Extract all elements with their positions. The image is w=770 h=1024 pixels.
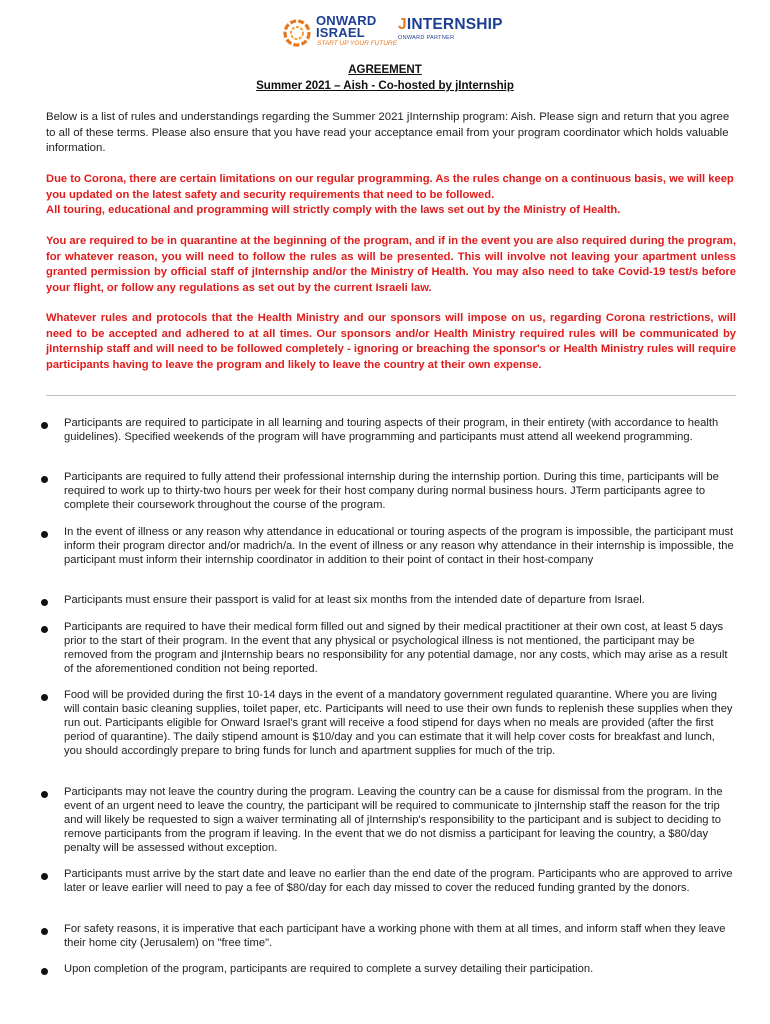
jint-logo-tagline: ONWARD PARTNER	[398, 35, 455, 41]
bullet-icon	[41, 694, 48, 701]
onward-israel-logo	[282, 14, 402, 54]
document-subtitle: Summer 2021 – Aish - Co-hosted by jInternship	[256, 80, 514, 92]
document-title: AGREEMENT	[348, 64, 422, 76]
jint-logo-rest: INTERNSHIP	[406, 16, 503, 33]
bullet-icon	[41, 422, 48, 429]
bullet-icon	[41, 626, 48, 633]
list-item: In the event of illness or any reason why attendance in educational or touring aspects of the program is impossible, the participant must inform their program director and/or madrich/a. In the event of illness or any reason why attendance in their internship is impossible, the participant must inform their internship coordinator in addition to their point of contact in their host-company	[64, 526, 734, 566]
list-item: Upon completion of the program, participants are required to complete a survey detailing their participation.	[64, 963, 594, 975]
onward-logo-tagline: START UP YOUR FUTURE	[317, 40, 397, 47]
corona-notice: Due to Corona, there are certain limitations on our regular programming. As the rules change on a continuous basis, we will keep you updated on the latest safety and security requirements that need to be followed. All touring, educational and programming will strictly comply with the laws set out by the Ministry of Health.	[46, 173, 734, 217]
quarantine-notice: You are required to be in quarantine at the beginning of the program, and if in the event you are also required during the program, for whatever reason, you will need to follow the rules as will be presented. This will involve not leaving your apartment unless granted permission by official staff of jInternship and/or the Ministry of Health. You may also need to take Covid-19 test/s before your flight, or follow any regulations as set out by the current Israeli law.	[46, 235, 736, 294]
list-item: Food will be provided during the first 10-14 days in the event of a mandatory government regulated quarantine. Where you are living will contain basic cleaning supplies, toilet paper, etc. Participants will need to use their own funds to replenish these supplies when they run out. Participants eligible for Onward Israel's grant will receive a food stipend for days when no meals are provided (after the first period of quarantine). The daily stipend amount is $10/day and you can estimate that it will help cover costs for breakfast and lunch, you should accordingly prepare to bring funds for lunch and apartment supplies for much of the trip.	[64, 689, 733, 757]
onward-swirl-icon	[282, 16, 312, 50]
bullet-icon	[41, 476, 48, 483]
header-logos	[282, 14, 512, 54]
list-item: Participants may not leave the country during the program. Leaving the country can be a cause for dismissal from the program. In the event of an urgent need to leave the country, the participant will be required to communicate to jInternship staff the reason for the trip and will likely be requested to sign a waiver terminating all of jInternship's responsibility to the participant and is subject to deciding to remove participants from the program if leaving. In the event that we do not dismiss a participant for leaving the country, a $80/day penalty will be assessed without exception.	[64, 786, 723, 854]
jint-logo-j: J	[398, 16, 407, 33]
list-item: Participants must arrive by the start date and leave no earlier than the end date of the program. Participants who are approved to arrive later or leave earlier will need to pay a fee of $80/day for each day missed to cover the reduced funding granted by the donors.	[64, 868, 733, 894]
jinternship-logo	[398, 16, 518, 52]
section-divider	[46, 395, 736, 396]
onward-logo-line2: ISRAEL	[316, 25, 365, 40]
intro-paragraph: Below is a list of rules and understandings regarding the Summer 2021 jInternship program: Aish. Please sign and return that you agree to all of these terms. Please also ensure that you have read your acceptance email from your program coordinator which holds valuable information.	[46, 111, 730, 155]
bullet-icon	[41, 599, 48, 606]
list-item: Participants are required to have their medical form filled out and signed by their medical practitioner at their own cost, at least 5 days prior to the start of their program. In the event that any physical or psychological illness is not mentioned, the participant may be removed from the program and jInternship bears no responsibility for any potential damage, nor any costs, which may arise as a result of the aforementioned condition not being reported.	[64, 621, 728, 675]
bullet-icon	[41, 531, 48, 538]
bullet-icon	[41, 928, 48, 935]
list-item: Participants are required to participate in all learning and touring aspects of their program, in their entirety (with accordance to health guidelines). Specified weekends of the program will have programming and participants must attend all weekend programming.	[64, 417, 719, 443]
bullet-icon	[41, 873, 48, 880]
health-ministry-notice: Whatever rules and protocols that the Health Ministry and our sponsors will impose on us, regarding Corona restrictions, will need to be accepted and adhered to at all times. Our sponsors and/or Health Ministry required rules will be communicated by jInternship staff and will need to be followed completely - ignoring or breaching the sponsor's or Health Ministry rules will require participants having to leave the program and likely to leave the country at their own expense.	[46, 312, 736, 371]
bullet-icon	[41, 791, 48, 798]
onward-logo-line1: ONWARD	[316, 13, 377, 28]
list-item: For safety reasons, it is imperative that each participant have a working phone with them at all times, and inform staff when they leave their home city (Jerusalem) on "free time".	[64, 923, 726, 949]
list-item: Participants are required to fully attend their professional internship during the internship portion. During this time, participants will be required to work up to thirty-two hours per week for their host company during normal business hours. JTerm participants agree to complete their coursework throughout the course of the program.	[64, 471, 719, 511]
bullet-icon	[41, 968, 48, 975]
list-item: Participants must ensure their passport is valid for at least six months from the intended date of departure from Israel.	[64, 594, 645, 606]
